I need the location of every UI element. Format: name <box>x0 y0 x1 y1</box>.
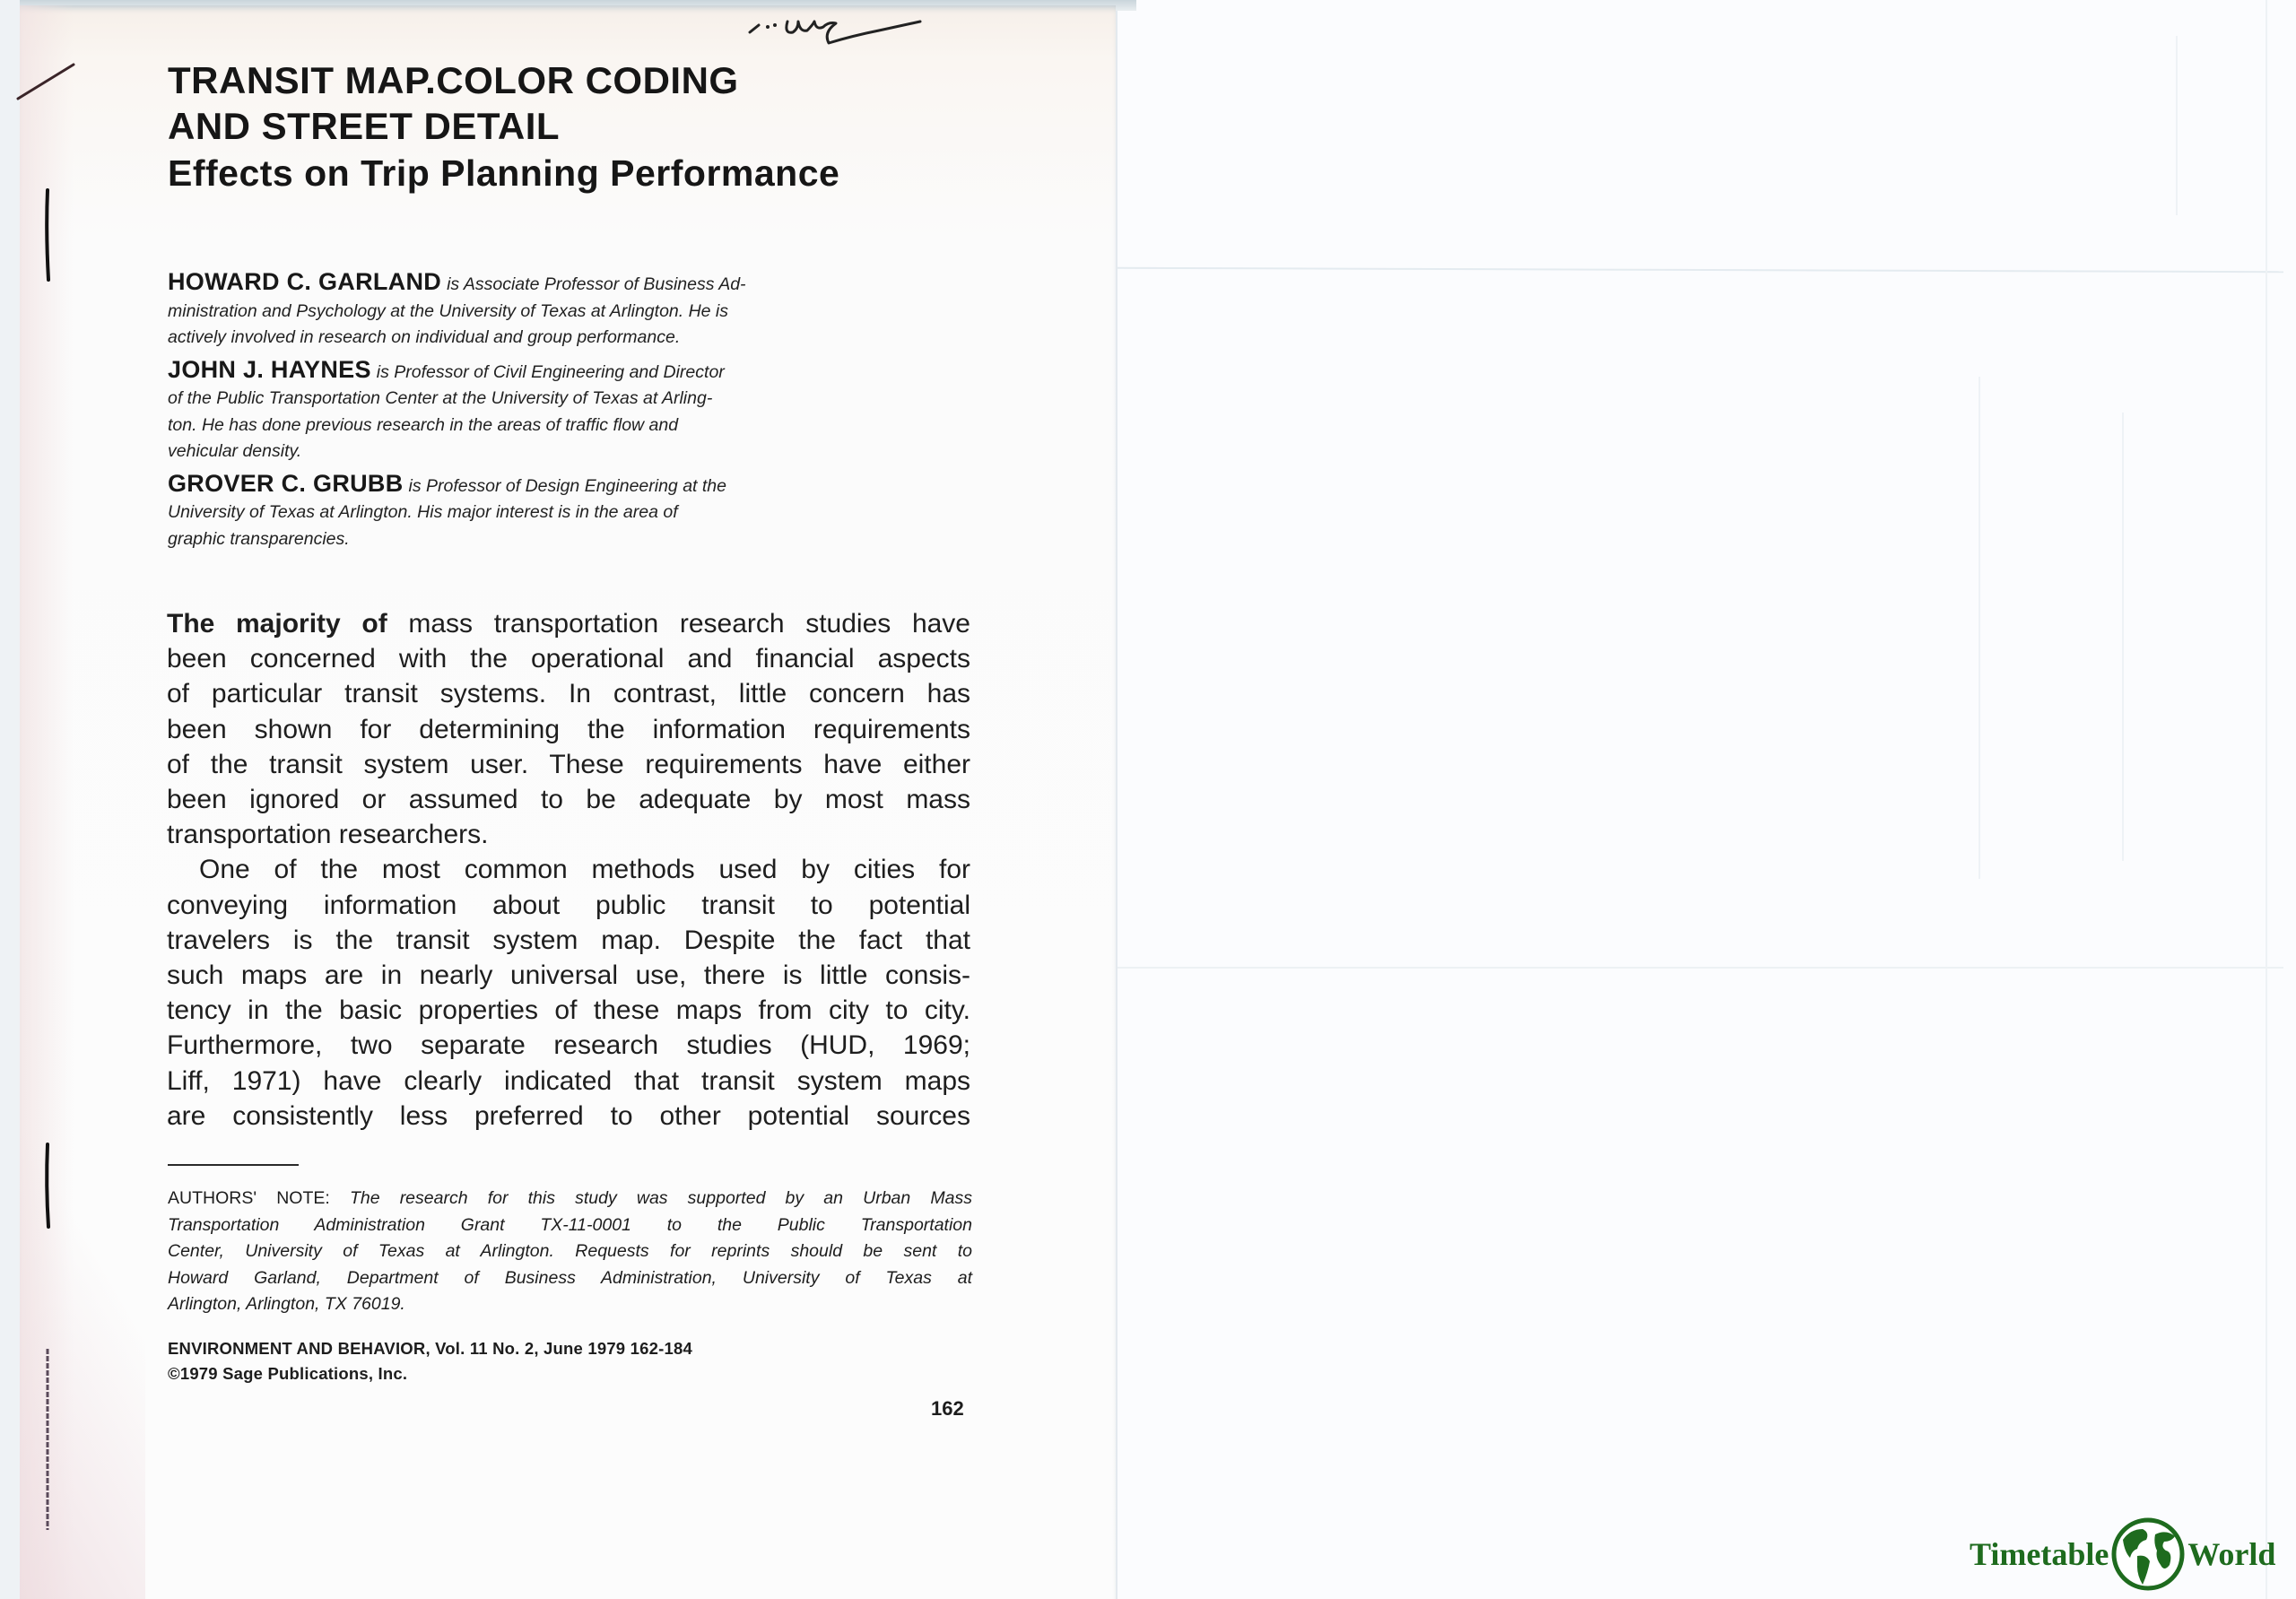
footnote-label: AUTHORS' NOTE: <box>168 1188 330 1208</box>
footnote-line: Center, University of Texas at Arlington. Requests for reprints should be sent to <box>168 1241 972 1261</box>
faint-bleed-mark <box>2122 413 2124 861</box>
body-line: are consistently less preferred to other potential sources <box>167 1100 970 1131</box>
faint-bleed-mark <box>2176 36 2178 215</box>
faint-horizontal-rule <box>1118 267 2283 274</box>
authors-note <box>168 1186 972 1318</box>
margin-faded-mark <box>43 1345 52 1534</box>
margin-vertical-mark <box>43 1141 52 1230</box>
footnote-line: Transportation Administration Grant TX-11-0001 to the Public Transportation <box>168 1214 972 1235</box>
author-bio-line: is Associate Professor of Business Ad- <box>447 274 746 294</box>
author-name: HOWARD C. GARLAND <box>168 268 442 295</box>
right-page-blank <box>1116 0 2296 1599</box>
body-line: of particular transit systems. In contrast, little concern has <box>167 679 970 709</box>
author-bio-garland <box>168 269 912 352</box>
article-body <box>167 606 970 1134</box>
footnote-line: Howard Garland, Department of Business Administration, University of Texas at <box>168 1267 972 1288</box>
lead-in-text: The majority of <box>167 609 387 639</box>
page-corner-shade <box>20 1133 145 1599</box>
author-bio-haynes <box>168 357 912 465</box>
title-line-2: AND STREET DETAIL <box>168 105 561 147</box>
footnote-line: AUTHORS' NOTE: The research for this study was supported by an Urban Mass <box>168 1188 972 1208</box>
author-bio-line: actively involved in research on individual and group performance. <box>168 327 681 347</box>
title-line-1: TRANSIT MAP.COLOR CODING <box>168 59 739 101</box>
footnote-separator <box>168 1164 299 1166</box>
logo-text-left: Timetable <box>1970 1536 2109 1572</box>
journal-citation <box>168 1336 692 1386</box>
author-bio-line: vehicular density. <box>168 441 302 461</box>
faint-vertical-rule <box>2266 0 2267 1599</box>
body-line: been concerned with the operational and financial aspects <box>167 644 970 674</box>
body-line: of the transit system user. These requirements have either <box>167 749 970 779</box>
author-bio-line: University of Texas at Arlington. His major interest is in the area of <box>168 502 678 522</box>
logo-text-right: World <box>2187 1536 2276 1572</box>
paragraph-1 <box>167 606 970 852</box>
journal-line: ENVIRONMENT AND BEHAVIOR, Vol. 11 No. 2, June 1979 162-184 <box>168 1339 692 1358</box>
body-line: travelers is the transit system map. Despite the fact that <box>167 925 970 955</box>
author-bio-line: of the Public Transportation Center at the University of Texas at Arling- <box>168 388 713 408</box>
author-bio-line: is Professor of Design Engineering at the <box>408 475 726 496</box>
body-line: transportation researchers. <box>167 820 489 850</box>
body-line: Furthermore, two separate research studies (HUD, 1969; <box>167 1030 970 1061</box>
body-line: such maps are in nearly universal use, there is little consis- <box>167 960 970 991</box>
author-name: JOHN J. HAYNES <box>168 355 371 383</box>
author-name: GROVER C. GRUBB <box>168 469 404 497</box>
body-line: been ignored or assumed to be adequate by most mass <box>167 785 970 815</box>
author-bio-line: ministration and Psychology at the University of Texas at Arlington. He is <box>168 300 729 321</box>
margin-vertical-mark <box>43 187 52 283</box>
author-bio-grubb <box>168 471 912 553</box>
faint-horizontal-rule <box>1118 967 2283 969</box>
body-line: tency in the basic properties of these maps from city to city. <box>167 995 970 1026</box>
copyright-line: ©1979 Sage Publications, Inc. <box>168 1364 408 1383</box>
body-line: The majority of mass transportation research studies have <box>167 609 970 639</box>
paragraph-2 <box>167 852 970 1134</box>
body-line: One of the most common methods used by cities for <box>199 855 970 885</box>
faint-bleed-mark <box>1979 377 1980 879</box>
body-line: been shown for determining the information requirements <box>167 714 970 744</box>
author-bios <box>168 269 912 558</box>
body-line: conveying information about public transit to potential <box>167 890 970 920</box>
article-subtitle: Effects on Trip Planning Performance <box>168 152 840 194</box>
author-bio-line: graphic transparencies. <box>168 528 350 549</box>
timetable-world-logo <box>1970 1516 2275 1593</box>
body-line: Liff, 1971) have clearly indicated that transit system maps <box>167 1065 970 1096</box>
author-bio-line: is Professor of Civil Engineering and Director <box>376 361 725 382</box>
author-bio-line: ton. He has done previous research in the areas of traffic flow and <box>168 414 679 435</box>
article-title <box>168 57 839 197</box>
footnote-line: Arlington, Arlington, TX 76019. <box>168 1294 405 1314</box>
page-number: 162 <box>931 1397 964 1420</box>
margin-pen-stroke <box>16 59 79 104</box>
globe-icon <box>2110 1516 2186 1592</box>
